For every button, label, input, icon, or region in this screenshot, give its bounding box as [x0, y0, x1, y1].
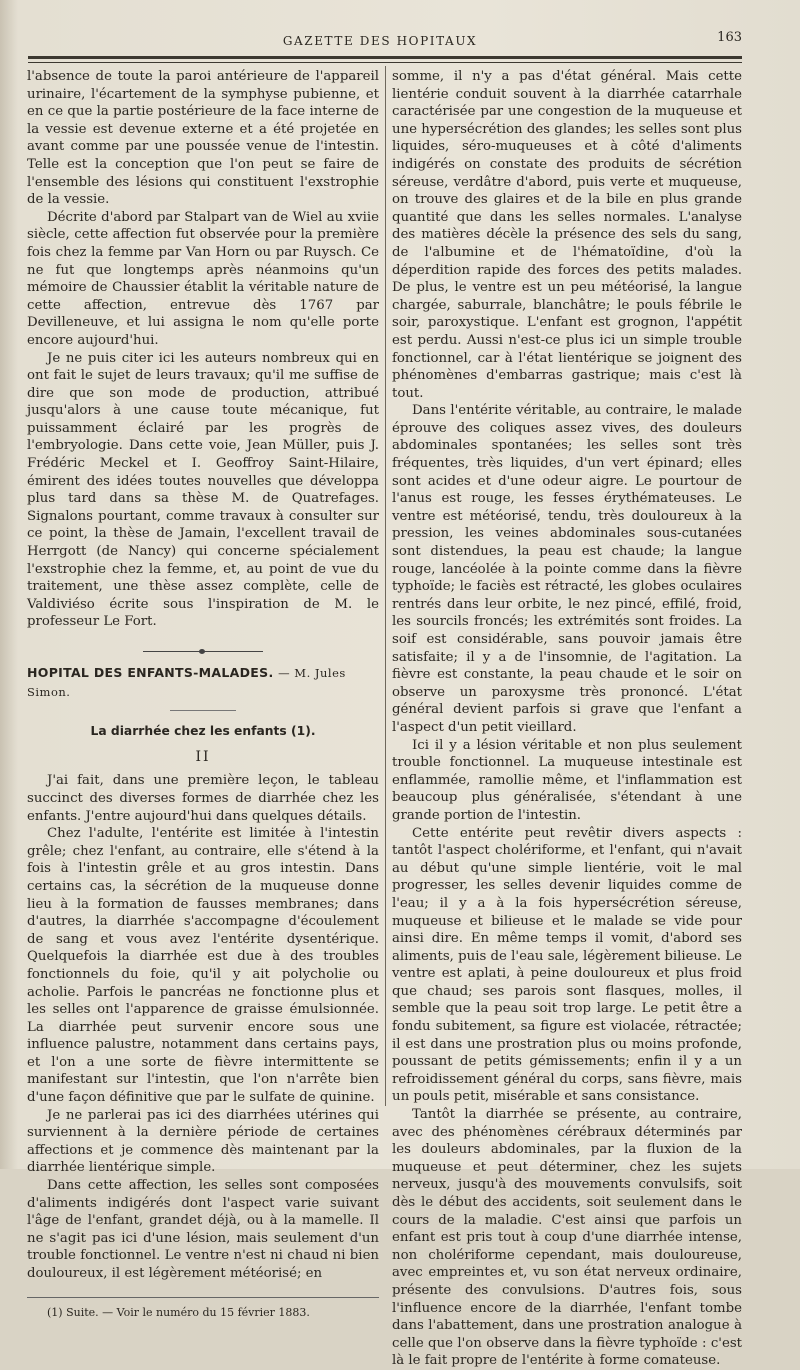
section-title [27, 664, 379, 701]
part-numeral: II [195, 748, 211, 765]
running-title: GAZETTE DES HOPITAUX [282, 34, 478, 48]
page-header [0, 30, 800, 52]
paragraph: Dans cette affection, les selles sont composées d'aliments indigérés dont l'aspect varie suivant l'âge de l'enfant, grandet déjà, ou à la mamelle. Il ne s'agit pas ici d'une lésion, mais seulement d'un trouble fonctionnel. Le ventre n'est ni chaud ni bien douloureux, il est légèrement météorisé; en [27, 1178, 379, 1281]
paragraph: Ici il y a lésion véritable et non plus seulement trouble fonctionnel. La muqueuse intestinale est enflammée, ramollie même, et l'inflammation est beaucoup plus généralisée, s'étendant à une grande portion de l'intestin. [392, 737, 742, 823]
article-title: La diarrhée chez les enfants (1). [90, 724, 316, 739]
paragraph: l'absence de toute la paroi antérieure de l'appareil urinaire, l'écartement de la symphyse pubienne, et en ce que la partie postérieure de la face interne de la vessie est devenue externe et a été projetée en avant comme par une poussée venue de l'intestin. Telle est la conception que l'on peut se faire de l'ensemble des lésions qui constituent l'exstrophie de la vessie. [27, 69, 379, 208]
paragraph: Dans l'entérite véritable, au contraire, le malade éprouve des coliques assez vives, des douleurs abdominales spontanées; les selles sont très fréquentes, très liquides, d'un vert épinard; elles sont acides et d'une odeur aigre. Le pourtour de l'anus est rouge, les fesses érythémateuses. Le ventre est météorisé, tendu, très douloureux à la pression, les veines abdominales sous-cutanées sont distendues, la peau est chaude; la langue rouge, lancéolée à la pointe comme dans la fièvre typhoïde; le faciès est rétracté, les globes oculaires rentrés dans leur orbite, le nez pincé, effilé, froid, les sourcils froncés; les extrémités sont froides. La soif est considérable, sans pouvoir jamais être satisfaite; il y a de l'insomnie, de l'agitation. La fièvre est constante, la peau chaude et le soir on observe un paroxysme très prononcé. L'état général devient parfois si grave que l'enfant a l'aspect d'un petit vieillard. [392, 403, 742, 735]
paragraph: J'ai fait, dans une première leçon, le tableau succinct des diverses formes de diarrhée chez les enfants. J'entre aujourd'hui dans quelques détails. [27, 773, 379, 824]
section-author: — M. Jules Simon. [27, 666, 346, 699]
footnote: (1) Suite. — Voir le numéro du 15 février 1883. [47, 1305, 310, 1319]
paragraph: somme, il n'y a pas d'état général. Mais cette lientérie conduit souvent à la diarrhée catarrhale caractérisée par une congestion de la muqueuse et une hypersécrétion des glandes; les selles sont plus liquides, séro-muqueuses et à côté d'aliments indigérés on constate des produits de sécrétion séreuse, verdâtre d'abord, puis verte et muqueuse, on trouve des glaires et de la bile en plus grande quantité que dans les selles normales. L'analyse des matières décèle la présence des sels du sang, de l'albumine et de l'hématoïdine, d'où la déperdition rapide des forces des petits malades. De plus, le ventre est un peu météorisé, la langue chargée, saburrale, blanchâtre; le pouls fébrile le soir, paroxystique. L'enfant est grognon, l'appétit est perdu. Aussi n'est-ce plus ici un simple trouble fonctionnel, car à l'état lientérique se joignent des phénomènes d'embarras gastrique; mais c'est là tout. [392, 69, 742, 401]
paragraph: Décrite d'abord par Stalpart van de Wiel au xviie siècle, cette affection fut observée pour la première fois chez la femme par Van Horn ou par Ruysch. Ce ne fut que longtemps après néanmoins qu'un mémoire de Chaussier établit la véritable nature de cette affection, entrevue dès 1767 par Devilleneuve, et lui assigna le nom qu'elle porte encore aujourd'hui. [27, 209, 379, 348]
paragraph: Tantôt la diarrhée se présente, au contraire, avec des phénomènes cérébraux déterminés par les douleurs abdominales, par la fluxion de la muqueuse et peut déterminer, chez les sujets nerveux, jusqu'à des mouvements convulsifs, soit dès le début des accidents, soit seulement dans le cours de la maladie. C'est ainsi que parfois un enfant est pris tout à coup d'une diarrhée intense, non cholériforme cependant, mais douloureuse, avec empreintes et, vu son état nerveux ordinaire, présente des convulsions. D'autres fois, sous l'influence encore de la diarrhée, l'enfant tombe dans l'abattement, dans une prostration analogue à celle que l'on observe dans la fièvre typhoïde : c'est là le fait propre de l'entérite à forme comateuse. [392, 1107, 742, 1369]
section-title-text: HOPITAL DES ENFANTS-MALADES. [27, 665, 274, 680]
paragraph: Je ne puis citer ici les auteurs nombreux qui en ont fait le sujet de leurs travaux; qu'il me suffise de dire que son mode de production, attribué jusqu'alors à une cause toute mécanique, fut puissamment éclairé par les progrès de l'embryologie. Dans cette voie, Jean Müller, puis J. Frédéric Meckel et I. Geoffroy Saint-Hilaire, émirent des idées toutes nouvelles que développa plus tard dans sa thèse M. de Quatrefages. Signalons pourtant, comme travaux à consulter sur ce point, la thèse de Jamain, l'excellent travail de Herrgott (de Nancy) qui concerne spécialement l'exstrophie chez la femme, et, au point de vue du traitement, une thèse assez complète, celle de Valdiviéso écrite sous l'inspiration de M. le professeur Le Fort. [27, 350, 379, 630]
paragraph: Je ne parlerai pas ici des diarrhées utérines qui surviennent à la dernière période de certaines affections et je commence dès maintenant par la diarrhée lientérique simple. [27, 1107, 379, 1176]
header-rule-thin [28, 62, 742, 63]
short-rule [170, 710, 236, 711]
paragraph: Cette entérite peut revêtir divers aspects : tantôt l'aspect cholériforme, et l'enfant, qui n'avait au début qu'une simple lientérie, voit le mal progresser, les selles devenir liquides comme de l'eau; il y a à la fois hypersécrétion séreuse, muqueuse et bilieuse et le malade se vide pour ainsi dire. En même temps il vomit, d'abord ses aliments, puis de l'eau sale, légèrement bilieuse. Le ventre est aplati, à peine douloureux et plus froid que chaud; ses parois sont flasques, molles, il semble que la peau soit trop large. Le petit être a fondu subitement, sa figure est violacée, rétractée; il est dans une prostration plus ou moins profonde, poussant de petits gémissements; enfin il y a un refroidissement général du corps, sans fièvre, mais un pouls petit, misérable et sans consistance. [392, 825, 742, 1105]
right-column [392, 68, 742, 1370]
paragraph: Chez l'adulte, l'entérite est limitée à l'intestin grêle; chez l'enfant, au contraire, elle s'étend à la fois à l'intestin grêle et au gros intestin. Dans certains cas, la sécrétion de la muqueuse donne lieu à la formation de fausses membranes; dans d'autres, la diarrhée s'accompagne d'écoulement de sang et vous avez l'entérite dysentérique. Quelquefois la diarrhée est due à des troubles fonctionnels du foie, qu'il y ait polycholie ou acholie. Parfois le pancréas ne fonctionne plus et les selles ont l'apparence de graisse émulsionnée. La diarrhée peut survenir encore sous une influence palustre, notamment dans certains pays, et l'on a une sorte de fièvre intermittente se manifestant sur l'intestin, que l'on n'arrête bien d'une façon définitive que par le sulfate de quinine. [27, 826, 379, 1106]
left-column [27, 68, 379, 1320]
header-rule-thick [28, 56, 742, 59]
footnote-rule [27, 1297, 379, 1298]
section-separator [143, 651, 263, 652]
page-number: 163 [717, 30, 742, 45]
column-divider [385, 66, 386, 1106]
